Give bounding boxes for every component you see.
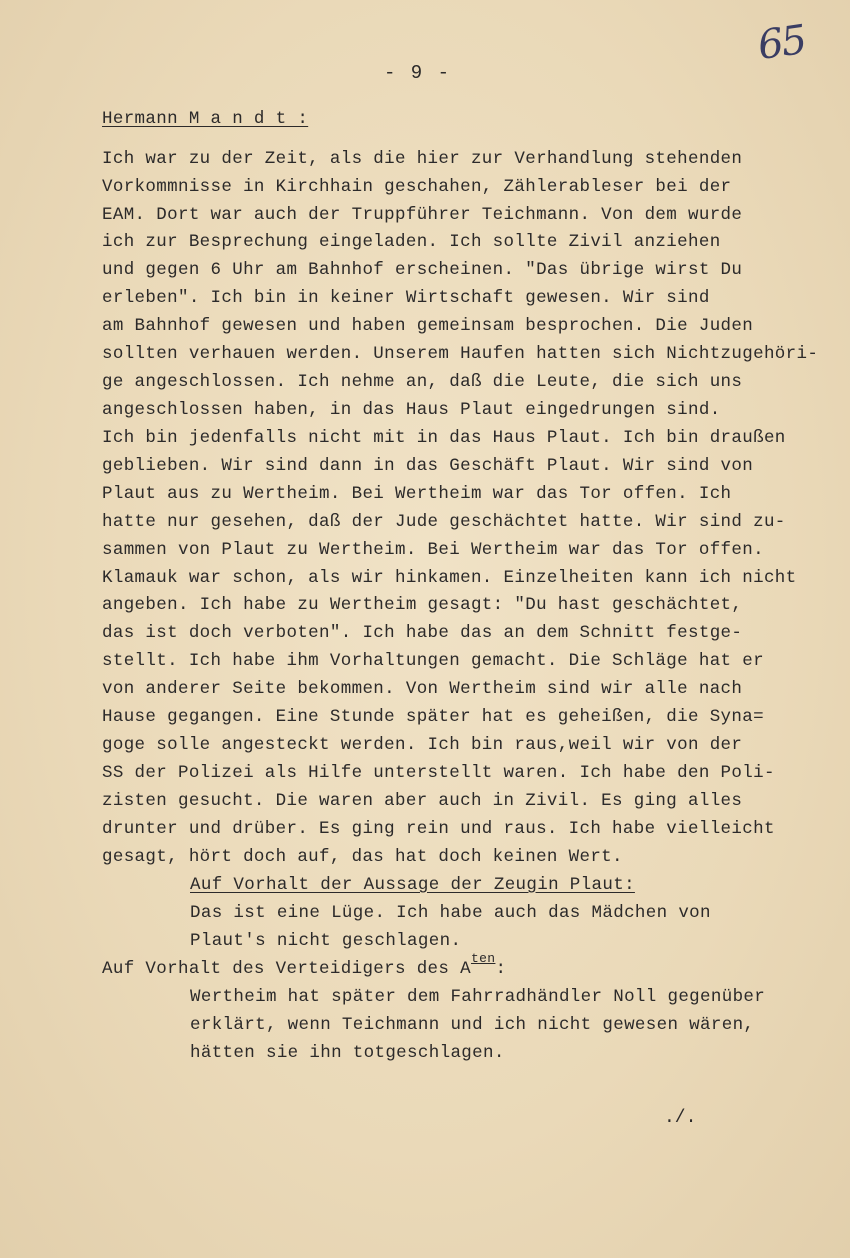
- body-line: Ich bin jedenfalls nicht mit in das Haus Plaut. Ich bin draußen: [102, 428, 786, 448]
- witness-confrontation-line: Das ist eine Lüge. Ich habe auch das Mädchen von: [190, 903, 711, 923]
- body-line: goge solle angesteckt werden. Ich bin raus,weil wir von der: [102, 735, 743, 755]
- body-line: stellt. Ich habe ihm Vorhaltungen gemacht. Die Schläge hat er: [102, 651, 764, 671]
- body-line: Ich war zu der Zeit, als die hier zur Verhandlung stehenden: [102, 149, 743, 169]
- defense-heading-prefix: Auf Vorhalt des Verteidigers des A: [102, 959, 471, 979]
- body-line: erleben". Ich bin in keiner Wirtschaft gewesen. Wir sind: [102, 288, 710, 308]
- body-line: von anderer Seite bekommen. Von Wertheim sind wir alle nach: [102, 679, 743, 699]
- body-line: geblieben. Wir sind dann in das Geschäft Plaut. Wir sind von: [102, 456, 754, 476]
- body-line: sollten verhauen werden. Unserem Haufen hatten sich Nichtzugehöri-: [102, 344, 819, 364]
- defense-confrontation-line: Wertheim hat später dem Fahrradhändler Noll gegenüber: [190, 987, 766, 1007]
- defense-heading-superscript-wrap: [470, 951, 496, 979]
- witness-heading: Hermann M a n d t :: [102, 109, 309, 129]
- defense-heading-suffix: :: [495, 959, 507, 979]
- body-line: Vorkommnisse in Kirchhain geschahen, Zählerableser bei der: [102, 177, 732, 197]
- body-line: das ist doch verboten". Ich habe das an dem Schnitt festge-: [102, 623, 743, 643]
- body-line: Hause gegangen. Eine Stunde später hat es geheißen, die Syna=: [102, 707, 764, 727]
- body-line: Plaut aus zu Wertheim. Bei Wertheim war das Tor offen. Ich: [102, 484, 732, 504]
- defense-heading-superscript: ten: [470, 951, 496, 966]
- body-line: angeben. Ich habe zu Wertheim gesagt: "Du hast geschächtet,: [102, 595, 743, 615]
- body-line: am Bahnhof gewesen und haben gemeinsam besprochen. Die Juden: [102, 316, 754, 336]
- continuation-mark: ./.: [664, 1108, 697, 1128]
- page-number: - 9 -: [384, 62, 452, 84]
- body-line: ge angeschlossen. Ich nehme an, daß die Leute, die sich uns: [102, 372, 743, 392]
- witness-confrontation-line: Plaut's nicht geschlagen.: [190, 931, 462, 951]
- body-line: und gegen 6 Uhr am Bahnhof erscheinen. "Das übrige wirst Du: [102, 260, 743, 280]
- body-line: gesagt, hört doch auf, das hat doch keinen Wert.: [102, 847, 623, 867]
- witness-confrontation-heading: Auf Vorhalt der Aussage der Zeugin Plaut:: [190, 875, 635, 895]
- body-line: Klamauk war schon, als wir hinkamen. Einzelheiten kann ich nicht: [102, 568, 797, 588]
- body-line: SS der Polizei als Hilfe unterstellt waren. Ich habe den Poli-: [102, 763, 775, 783]
- body-line: angeschlossen haben, in das Haus Plaut eingedrungen sind.: [102, 400, 721, 420]
- body-line: hatte nur gesehen, daß der Jude geschächtet hatte. Wir sind zu-: [102, 512, 786, 532]
- body-line: ich zur Besprechung eingeladen. Ich sollte Zivil anziehen: [102, 232, 721, 252]
- handwritten-page-number: 65: [755, 16, 808, 70]
- defense-confrontation-line: hätten sie ihn totgeschlagen.: [190, 1043, 505, 1063]
- defense-confrontation-line: erklärt, wenn Teichmann und ich nicht gewesen wären,: [190, 1015, 755, 1035]
- defense-confrontation-heading: [102, 951, 507, 981]
- body-line: EAM. Dort war auch der Truppführer Teichmann. Von dem wurde: [102, 205, 743, 225]
- body-line: drunter und drüber. Es ging rein und raus. Ich habe vielleicht: [102, 819, 775, 839]
- body-line: zisten gesucht. Die waren aber auch in Zivil. Es ging alles: [102, 791, 743, 811]
- body-line: sammen von Plaut zu Wertheim. Bei Wertheim war das Tor offen.: [102, 540, 764, 560]
